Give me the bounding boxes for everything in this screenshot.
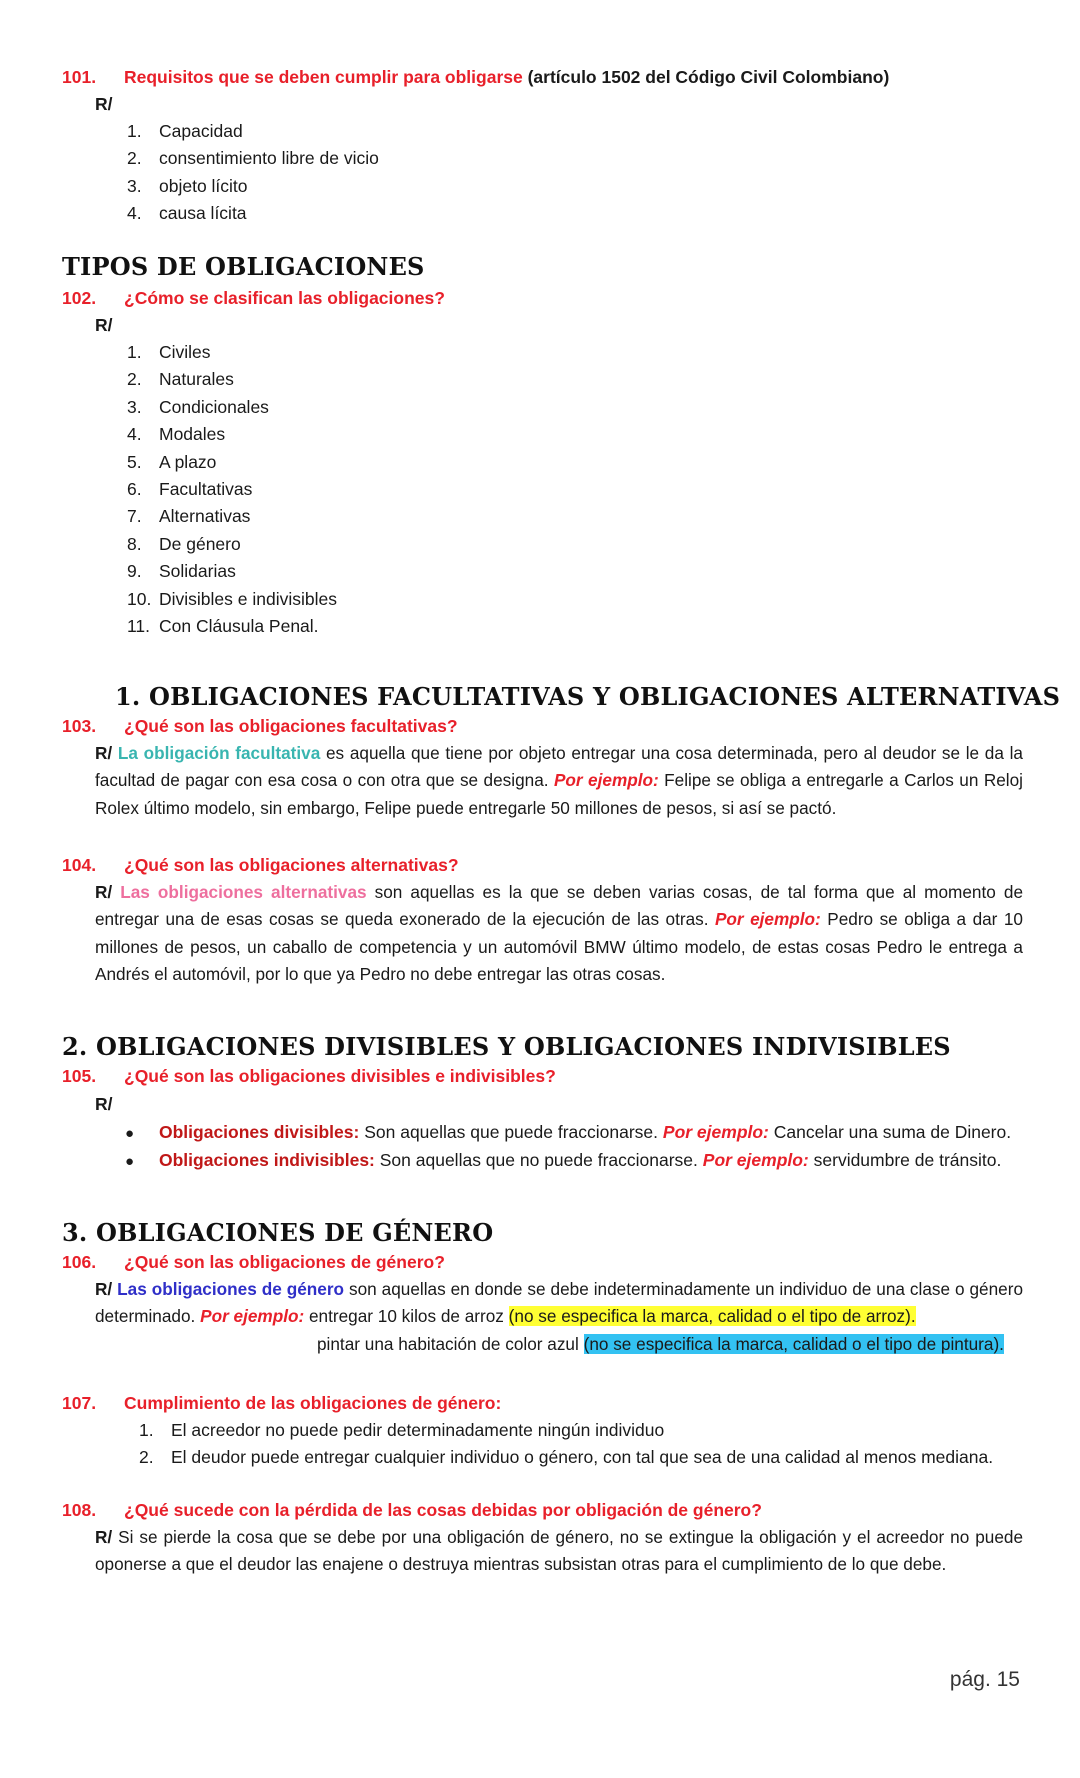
- list-item: 9. Solidarias: [127, 561, 236, 582]
- section-heading-3: 3. OBLIGACIONES DE GÉNERO: [62, 1218, 494, 1247]
- answer-103: R/ La obligación facultativa es aquella que tiene por objeto entregar una cosa determinada, pero al deudor se le da la facultad de pagar con esa cosa o con otra que se designa. Por ejemplo: Felipe se obliga a entregarle a Carlos un Reloj Rolex último modelo, sin embargo, Felipe puede entregarle 50 millones de pesos, si así se pactó.: [95, 743, 1023, 818]
- section-heading-2: 2. OBLIGACIONES DIVISIBLES Y OBLIGACIONES INDIVISIBLES: [62, 1032, 951, 1061]
- list-item: 1. Civiles: [127, 342, 211, 362]
- section-heading-1: 1. OBLIGACIONES FACULTATIVAS Y OBLIGACIONES ALTERNATIVAS: [115, 682, 1061, 711]
- term-genero: Las obligaciones de género: [117, 1279, 345, 1299]
- highlight-arroz: (no se especifica la marca, calidad o el tipo de arroz).: [508, 1306, 916, 1327]
- list-item: 3. objeto lícito: [127, 175, 248, 196]
- question-102: 102. ¿Cómo se clasifican las obligaciones?: [62, 288, 445, 308]
- example-2-line: pintar una habitación de color azul (no se especifica la marca, calidad o el tipo de pintura).: [317, 1334, 1004, 1354]
- q102-list: [127, 339, 337, 640]
- question-103: 103. ¿Qué son las obligaciones facultativas?: [62, 716, 458, 736]
- highlight-pintura: (no se especifica la marca, calidad o el tipo de pintura).: [583, 1334, 1004, 1354]
- list-item: 3. Condicionales: [127, 396, 269, 417]
- list-item: ● Obligaciones divisibles: Son aquellas que puede fraccionarse. Por ejemplo: Cancelar una suma de Dinero.: [125, 1118, 1011, 1146]
- q105-bullets: [125, 1118, 1011, 1174]
- q101-list: [127, 118, 379, 228]
- list-item: 6. Facultativas: [127, 478, 253, 499]
- list-item: 1. Capacidad: [127, 121, 243, 141]
- list-item: 5. A plazo: [127, 451, 217, 472]
- term-facultativa: La obligación facultativa: [117, 743, 321, 763]
- list-item: 7. Alternativas: [127, 506, 251, 527]
- list-item: 1. El acreedor no puede pedir determinadamente ningún individuo: [139, 1420, 665, 1440]
- section-heading-tipos: TIPOS DE OBLIGACIONES: [62, 252, 425, 281]
- list-item: 10. Divisibles e indivisibles: [127, 588, 337, 609]
- list-item: 2. consentimiento libre de vicio: [127, 148, 379, 169]
- page-number: pág. 15: [949, 1668, 1020, 1691]
- list-item: ● Obligaciones indivisibles: Son aquellas que no puede fraccionarse. Por ejemplo: servidumbre de tránsito.: [125, 1146, 1011, 1174]
- question-104: 104. ¿Qué son las obligaciones alternativas?: [62, 855, 459, 875]
- list-item: 2. Naturales: [127, 369, 234, 390]
- answer-104: R/ Las obligaciones alternativas son aquellas es la que se deben varias cosas, de tal forma que al momento de entregar una de esas cosas se queda exonerado de la ejecución de las otras. Por ejemplo: Pedro se obliga a dar 10 millones de pesos, un caballo de competencia y un automóvil BMW último modelo, de estas cosas Pedro le entrega a Andrés el automóvil, por lo que ya Pedro no debe entregar las otras cosas.: [95, 882, 1023, 985]
- question-108: 108. ¿Qué sucede con la pérdida de las cosas debidas por obligación de género?: [62, 1500, 762, 1520]
- term-alternativas: Las obligaciones alternativas: [120, 882, 367, 902]
- question-101: 101. Requisitos que se deben cumplir para obligarse (artículo 1502 del Código Civil Colombiano): [62, 67, 890, 87]
- list-item: 2. El deudor puede entregar cualquier individuo o género, con tal que sea de una calidad al menos mediana.: [139, 1447, 994, 1468]
- question-107: 107. Cumplimiento de las obligaciones de género:: [62, 1393, 502, 1413]
- question-106: 106. ¿Qué son las obligaciones de género?: [62, 1252, 445, 1272]
- list-item: 4. Modales: [127, 424, 226, 445]
- answer-106: R/ Las obligaciones de género son aquellas en donde se debe indeterminadamente un individuo de una clase o género determinado. Por ejemplo: entregar 10 kilos de arroz (no se especifica la marca, calidad o el tipo de arroz).: [95, 1279, 1024, 1327]
- bullet-icon: ●: [125, 1153, 135, 1170]
- q107-list: [139, 1417, 993, 1472]
- question-101-title: Requisitos que se deben cumplir para obligarse: [124, 67, 523, 87]
- list-item: 11. Con Cláusula Penal.: [127, 615, 319, 636]
- bullet-icon: ●: [125, 1125, 135, 1142]
- answer-108: R/ Si se pierde la cosa que se debe por una obligación de género, no se extingue la obligación y el acreedor no puede oponerse a que el deudor las enajene o destruya mientras subsistan otras para el cumplimiento de lo que debe.: [95, 1527, 1023, 1575]
- answer-prefix: R/: [95, 1094, 113, 1114]
- question-101-ref: (artículo 1502 del Código Civil Colombiano): [522, 67, 890, 87]
- list-item: 4. causa lícita: [127, 203, 247, 224]
- answer-prefix: R/: [95, 94, 113, 114]
- answer-prefix: R/: [95, 315, 113, 335]
- list-item: 8. De género: [127, 533, 241, 554]
- question-105: 105. ¿Qué son las obligaciones divisibles e indivisibles?: [62, 1066, 556, 1086]
